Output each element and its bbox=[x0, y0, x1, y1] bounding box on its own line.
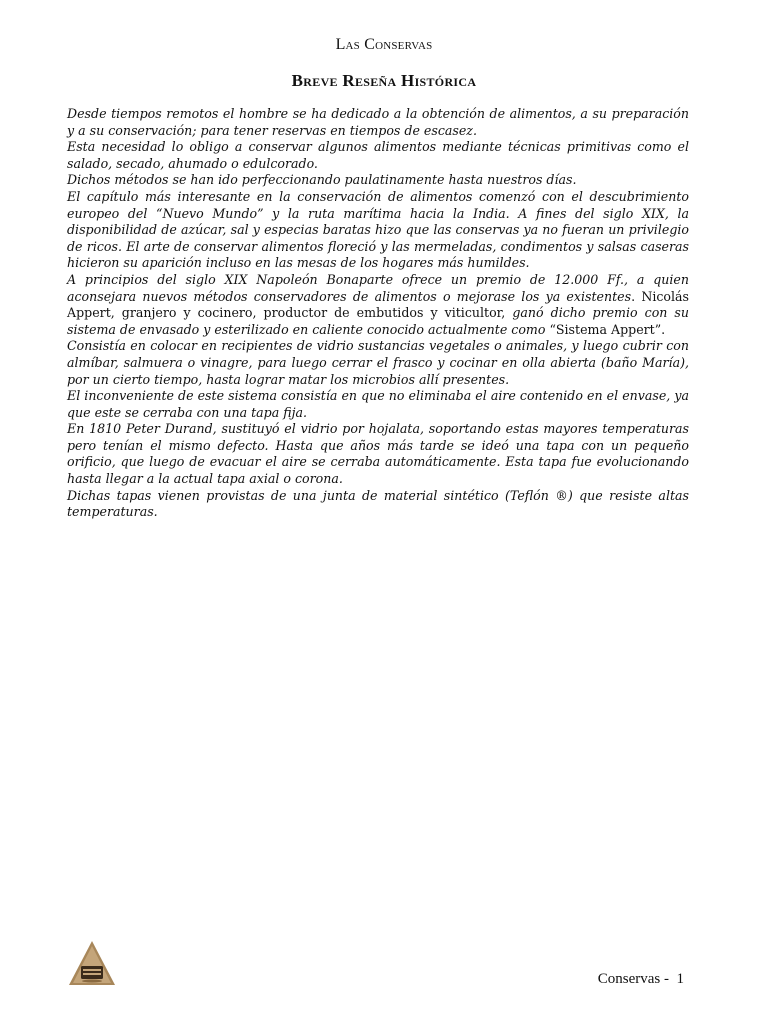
paragraph-9: Dichas tapas vienen provistas de una junta de material sintético (Teflón ®) que resiste altas temperaturas. bbox=[67, 487, 689, 520]
document-title: Las Conservas bbox=[335, 36, 433, 53]
document-subtitle: Breve Reseña Histórica bbox=[291, 71, 477, 90]
page-number: Conservas - 1 bbox=[597, 971, 684, 987]
paragraph-4: El capítulo más interesante en la conservación de alimentos comenzó con el descubrimiento europeo del “Nuevo Mundo” y la ruta marítima hacia la India. A fines del siglo XIX, la disponibilidad de azúcar, sal y especias baratas hizo que las conservas ya no fueran un privilegio de ricos. El arte de conservar alimentos floreció y las mermeladas, condimentos y salsas caseras hicieron su aparición incluso en las mesas de los hogares más humildes. bbox=[67, 188, 689, 271]
paragraph-5 bbox=[67, 272, 689, 338]
triangle-logo-icon bbox=[68, 940, 116, 986]
paragraph-6: Consistía en colocar en recipientes de vidrio sustancias vegetales o animales, y luego cubrir con almíbar, salmuera o vinagre, para luego cerrar el frasco y cocinar en olla abierta (baño María), por un cierto tiempo, hasta lograr matar los microbios allí presentes. bbox=[67, 338, 689, 387]
body-text bbox=[67, 106, 689, 521]
paragraph-5-part-a: A principios del siglo XIX Napoleón Bonaparte ofrece un premio de 12.000 Ff., a quien aconsejara nuevos métodos conservadores de alimentos o mejorase los ya existentes bbox=[67, 271, 689, 304]
paragraph-5-part-b: . Nicolás Appert, granjero y cocinero, productor de embutidos y viticultor, bbox=[67, 288, 689, 321]
paragraph-8: En 1810 Peter Durand, sustituyó el vidrio por hojalata, soportando estas mayores temperaturas pero tenían el mismo defecto. Hasta que años más tarde se ideó una tapa con un pequeño orificio, que luego de evacuar el aire se cerraba automáticamente. Esta tapa fue evolucionando hasta llegar a la actual tapa axial o corona. bbox=[67, 421, 689, 487]
paragraph-2: Esta necesidad lo obligo a conservar algunos alimentos mediante técnicas primitivas como el salado, secado, ahumado o edulcorado. bbox=[67, 139, 689, 171]
paragraph-5-part-c: ganó dicho premio con su sistema de envasado y esterilizado en caliente conocido actualmente como bbox=[67, 305, 689, 337]
logo-graphic bbox=[68, 940, 116, 986]
paragraph-1: Desde tiempos remotos el hombre se ha dedicado a la obtención de alimentos, a su preparación y a su conservación; para tener reservas en tiempos de escasez. bbox=[67, 106, 689, 138]
paragraph-3: Dichos métodos se han ido perfeccionando paulatinamente hasta nuestros días. bbox=[67, 172, 577, 188]
paragraph-7: El inconveniente de este sistema consistía en que no eliminaba el aire contenido en el envase, ya que este se cerraba con una tapa fija. bbox=[67, 388, 689, 420]
paragraph-5-part-d: “Sistema Appert”. bbox=[549, 321, 666, 337]
